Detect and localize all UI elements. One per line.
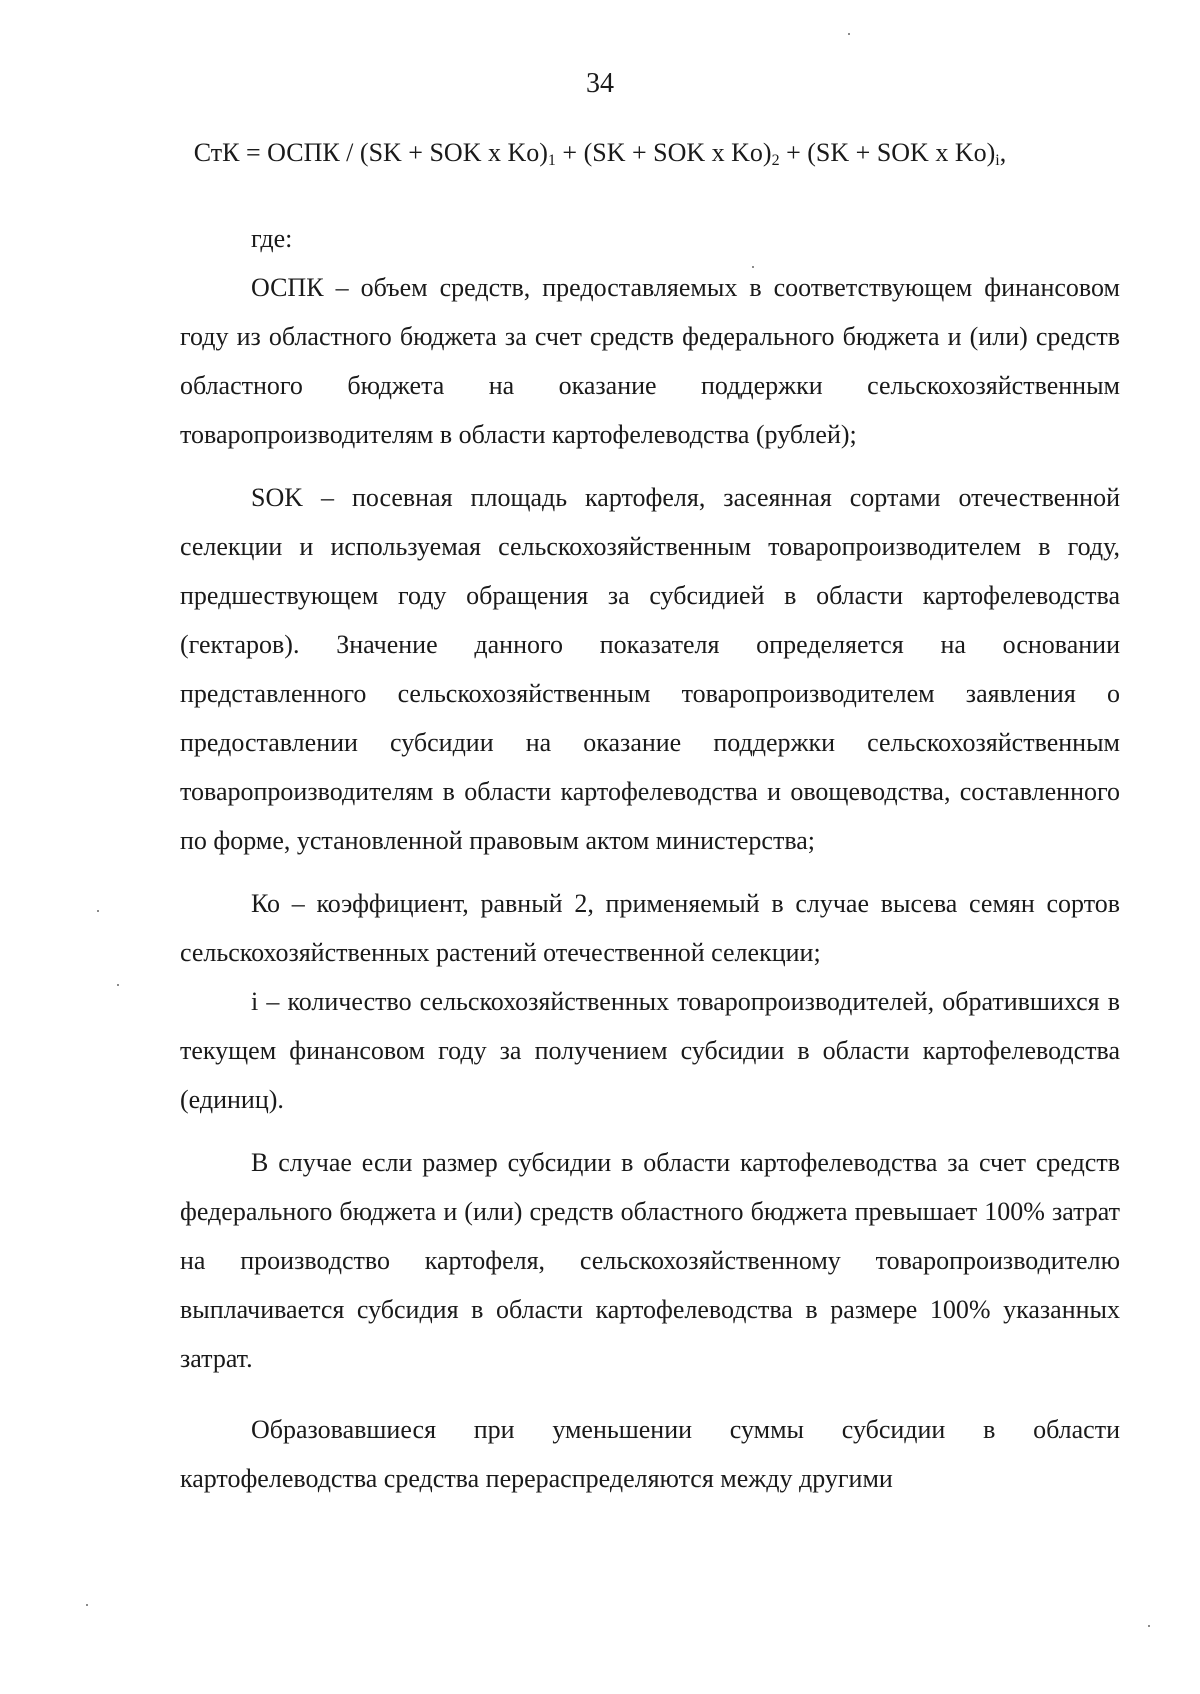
paragraph-redistribution: Образовавшиеся при уменьшении суммы субсидии в области картофелеводства средства перераспределяются между другими	[180, 1415, 1120, 1493]
formula-subscript: i	[995, 152, 1000, 169]
scan-speck	[752, 266, 754, 268]
formula-part: + (SK + SOK x Ko)	[779, 138, 996, 167]
formula	[0, 136, 1200, 170]
scan-speck	[1148, 1625, 1150, 1627]
paragraph-i-definition: i – количество сельскохозяйственных товаропроизводителей, обратившихся в текущем финансовом году за получением субсидии в области картофелеводства (единиц).	[180, 987, 1120, 1114]
scan-speck	[848, 33, 850, 35]
formula-part: СтК = ОСПК / (SK + SOK x Ko)	[193, 138, 548, 167]
page-number: 34	[586, 68, 614, 99]
formula-part: ,	[999, 138, 1007, 167]
formula-subscript: 1	[547, 152, 556, 169]
formula-subscript: 2	[771, 152, 780, 169]
scan-speck	[97, 910, 99, 912]
paragraph-where: где:	[251, 224, 293, 253]
paragraph-ko-definition: Ко – коэффициент, равный 2, применяемый в случае высева семян сортов сельскохозяйственных растений отечественной селекции;	[180, 889, 1120, 967]
body-text	[180, 214, 1120, 1503]
scan-speck	[117, 984, 119, 986]
paragraph-sok-definition: SOK – посевная площадь картофеля, засеянная сортами отечественной селекции и используемая сельскохозяйственным товаропроизводителем в году, предшествующем году обращения за субсидией в области картофелеводства (гектаров). Значение данного показателя определяется на основании представленного сельскохозяйственным товаропроизводителем заявления о предоставлении субсидии на оказание поддержки сельскохозяйственным товаропроизводителям в области картофелеводства и овощеводства, составленного по форме, установленной правовым актом министерства;	[180, 483, 1120, 855]
formula-part: + (SK + SOK x Ko)	[555, 138, 772, 167]
paragraph-subsidy-cap: В случае если размер субсидии в области картофелеводства за счет средств федерального бюджета и (или) средств областного бюджета превышает 100% затрат на производство картофеля, сельскохозяйственному товаропроизводителю выплачивается субсидия в области картофелеводства в размере 100% указанных затрат.	[180, 1148, 1120, 1373]
scan-speck	[86, 1604, 88, 1606]
paragraph-ospk-definition: ОСПК – объем средств, предоставляемых в соответствующем финансовом году из областного бюджета за счет средств федерального бюджета и (или) средств областного бюджета на оказание поддержки сельскохозяйственным товаропроизводителям в области картофелеводства (рублей);	[180, 273, 1120, 449]
